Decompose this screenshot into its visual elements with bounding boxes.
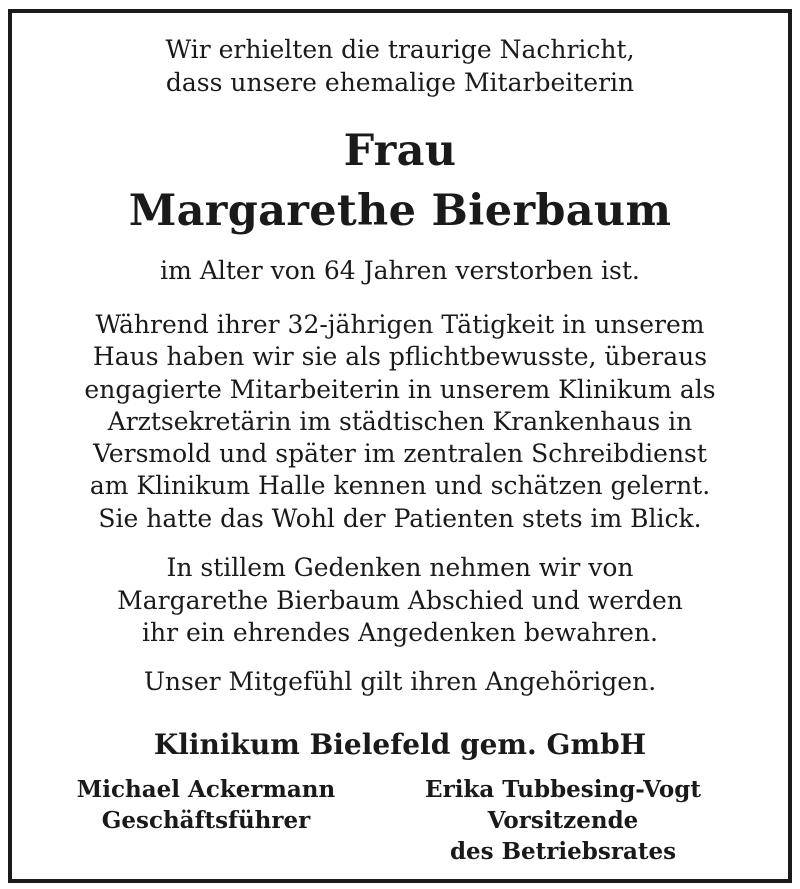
career-line: Haus haben wir sie als pflichtbewusste, überaus	[92, 342, 708, 372]
farewell-paragraph	[8, 552, 792, 650]
signatory-left	[56, 774, 356, 836]
farewell-line: In stillem Gedenken nehmen wir von	[166, 553, 634, 582]
signatory-name: Erika Tubbesing-Vogt	[425, 776, 701, 803]
career-line: Versmold und später im zentralen Schreibdienst	[93, 439, 707, 469]
career-line: engagierte Mitarbeiterin in unserem Klinikum als	[84, 374, 716, 404]
organization-name: Klinikum Bielefeld gem. GmbH	[153, 728, 647, 761]
signatory-role: des Betriebsrates	[449, 838, 677, 865]
age-statement: im Alter von 64 Jahren verstorben ist.	[160, 256, 640, 285]
career-line: Sie hatte das Wohl der Patienten stets im Blick.	[98, 503, 702, 533]
intro-text	[8, 33, 792, 99]
intro-line: Wir erhielten die traurige Nachricht,	[165, 35, 635, 64]
sympathy-statement: Unser Mitgefühl gilt ihren Angehörigen.	[143, 667, 657, 696]
career-line: Arztsekretärin im städtischen Krankenhaus in	[107, 406, 693, 436]
farewell-line: ihr ein ehrendes Angedenken bewahren.	[142, 618, 658, 647]
career-line: am Klinikum Halle kennen und schätzen gelernt.	[89, 471, 711, 501]
deceased-name-block	[8, 121, 792, 241]
farewell-line: Margarethe Bierbaum Abschied und werden	[117, 585, 683, 615]
signatory-role: Vorsitzende	[487, 807, 639, 834]
career-paragraph	[8, 309, 792, 535]
signatory-name: Michael Ackermann	[76, 776, 336, 803]
deceased-name: Margarethe Bierbaum	[128, 186, 672, 236]
career-line: Während ihrer 32-jährigen Tätigkeit in unserem	[95, 310, 705, 339]
signatory-role: Geschäftsführer	[101, 807, 311, 834]
intro-line: dass unsere ehemalige Mitarbeiterin	[165, 68, 635, 97]
signatory-right	[398, 774, 728, 867]
deceased-salutation: Frau	[343, 126, 457, 176]
